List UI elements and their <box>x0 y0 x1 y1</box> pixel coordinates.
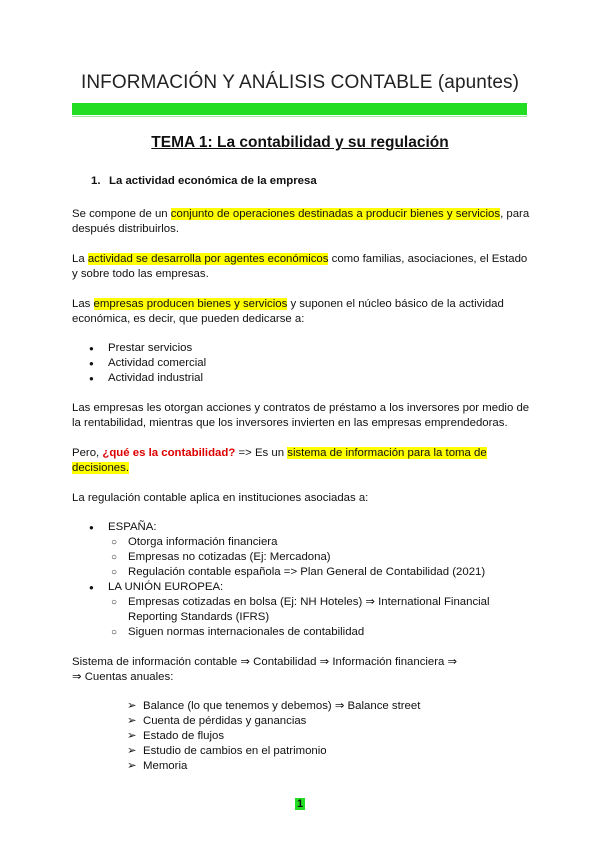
eu-label: LA UNIÓN EUROPEA: <box>108 581 224 593</box>
activity-list <box>72 341 532 386</box>
page-number: 1 <box>297 798 304 810</box>
section-heading <box>91 174 532 189</box>
list-item: ○ Regulación contable española => Plan General de Contabilidad (2021) <box>72 565 532 580</box>
list-item <box>72 729 532 744</box>
paragraph-6: La regulación contable aplica en instituciones asociadas a: <box>72 492 369 504</box>
annual-accounts-list <box>72 699 532 774</box>
spain-label: ESPAÑA: <box>108 521 157 533</box>
arrowhead-icon: ➢ <box>127 715 137 727</box>
paragraph-7 <box>72 655 532 685</box>
list-item: ○ Empresas no cotizadas (Ej: Mercadona) <box>72 550 532 565</box>
p7-line-1: Sistema de información contable ⇒ Contabilidad ⇒ Información financiera ⇒ <box>72 656 458 668</box>
arrowhead-icon: ➢ <box>127 700 137 712</box>
p2-text-b: como familias, asociaciones, el Estado y sobre todo las empresas. <box>72 253 528 280</box>
list-item-text: Estado de flujos <box>143 730 225 742</box>
document-title: INFORMACIÓN Y ANÁLISIS CONTABLE (apuntes) <box>80 72 520 93</box>
paragraph-1 <box>72 207 532 237</box>
list-item <box>72 699 532 714</box>
section-number: 1. <box>91 175 101 187</box>
p5-text-a: Pero, <box>72 447 103 459</box>
arrowhead-icon: ➢ <box>127 730 137 742</box>
section-title: La actividad económica de la empresa <box>109 175 317 187</box>
p5-question: ¿qué es la contabilidad? <box>102 447 236 459</box>
list-item: ○ Empresas cotizadas en bolsa (Ej: NH Hoteles) ⇒ International Financial Reporting Standards (IFRS) <box>72 595 532 625</box>
arrowhead-icon: ➢ <box>127 760 137 772</box>
title-underline-bar <box>72 103 527 115</box>
paragraph-5 <box>72 446 532 476</box>
p3-text-a: Las <box>72 298 94 310</box>
list-item: ○ Otorga información financiera <box>72 535 532 550</box>
p5-highlight: sistema de información para la toma de decisiones. <box>72 447 487 474</box>
p5-text-b: => Es un <box>235 447 288 459</box>
regulation-list <box>72 520 532 640</box>
p1-text-a: Se compone de un <box>72 208 171 220</box>
list-item: ● Actividad industrial <box>72 371 532 386</box>
arrowhead-icon: ➢ <box>127 745 137 757</box>
p7-line-2: ⇒ Cuentas anuales: <box>72 671 174 683</box>
list-item: ○ Siguen normas internacionales de contabilidad <box>72 625 532 640</box>
list-item <box>72 759 532 774</box>
paragraph-3 <box>72 297 532 327</box>
list-item-text: Estudio de cambios en el patrimonio <box>143 745 327 757</box>
p2-text-a: La <box>72 253 88 265</box>
document-body <box>72 174 532 774</box>
p1-text-b: , para después distribuirlos. <box>72 208 530 235</box>
list-item-text: Cuenta de pérdidas y ganancias <box>143 715 307 727</box>
eu-sublist <box>72 595 532 640</box>
list-item-eu <box>72 580 532 640</box>
paragraph-2 <box>72 252 532 282</box>
list-item: ● Prestar servicios <box>72 341 532 356</box>
list-item-text: Balance (lo que tenemos y debemos) ⇒ Balance street <box>143 700 421 712</box>
list-item-text: Memoria <box>143 760 188 772</box>
p3-highlight: empresas producen bienes y servicios <box>93 298 288 310</box>
p2-highlight: actividad se desarrolla por agentes económicos <box>87 253 329 265</box>
topic-heading: TEMA 1: La contabilidad y su regulación <box>151 134 449 151</box>
p3-text-b: y suponen el núcleo básico de la actividad económica, es decir, que pueden dedicarse a: <box>72 298 504 325</box>
spain-sublist <box>72 535 532 580</box>
list-item-spain <box>72 520 532 580</box>
paragraph-4: Las empresas les otorgan acciones y contratos de préstamo a los inversores por medio de la rentabilidad, mientras que los inversores invierten en las empresas emprendedoras. <box>72 402 530 429</box>
p1-highlight: conjunto de operaciones destinadas a producir bienes y servicios <box>170 208 501 220</box>
list-item <box>72 744 532 759</box>
list-item <box>72 714 532 729</box>
list-item: ● Actividad comercial <box>72 356 532 371</box>
